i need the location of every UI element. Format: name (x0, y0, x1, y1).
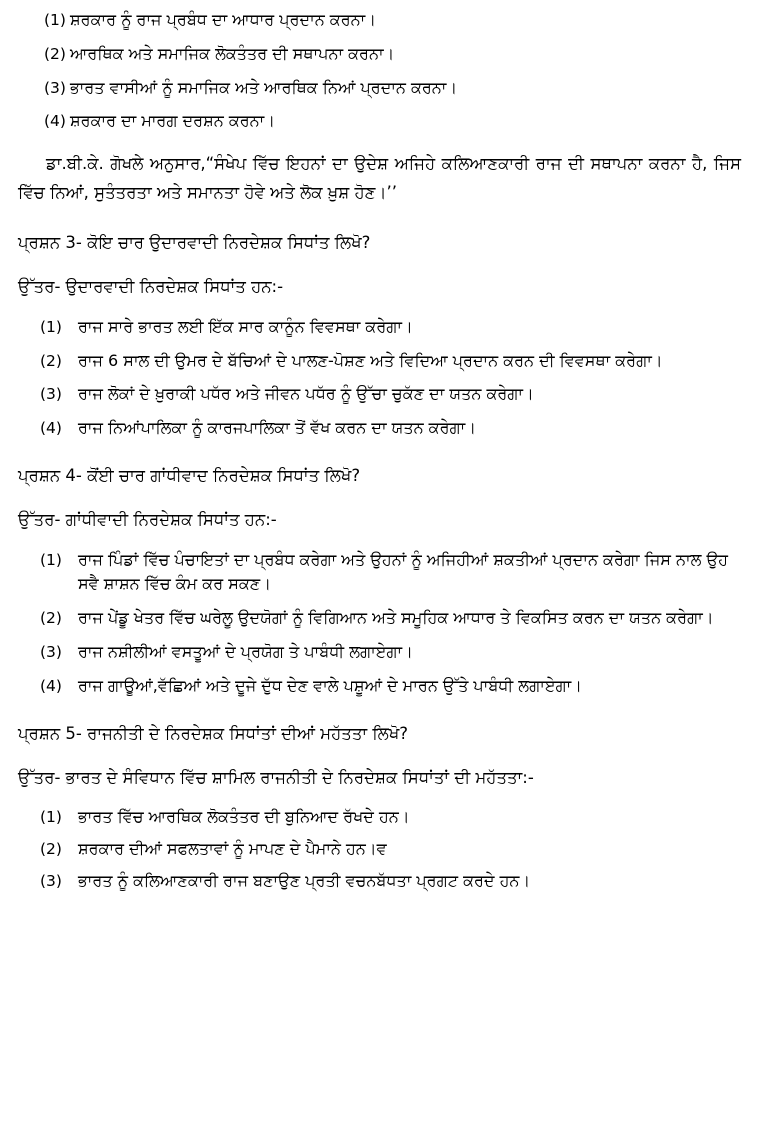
list-item-text: ਭਾਰਤ ਵਿੱਚ ਆਰਥਿਕ ਲੋਕਤੰਤਰ ਦੀ ਬੁਨਿਆਦ ਰੱਖਦੇ ਹਨ। (78, 807, 410, 827)
list-item-number: (1) (40, 808, 62, 827)
answer-5-heading: ਉੱਤਰ- ਭਾਰਤ ਦੇ ਸੰਵਿਧਾਨ ਵਿੱਚ ਸ਼ਾਮਿਲ ਰਾਜਨੀਤੀ ਦੇ ਨਿਰਦੇਸ਼ਕ ਸਿਧਾਂਤਾਂ ਦੀ ਮਹੱਤਤਾ:- (18, 768, 534, 788)
list-item-text: ਰਾਜ 6 ਸਾਲ ਦੀ ਉਮਰ ਦੇ ਬੱਚਿਆਂ ਦੇ ਪਾਲਣ-ਪੋਸ਼ਣ ਅਤੇ ਵਿਦਿਆ ਪ੍ਰਦਾਨ ਕਰਨ ਦੀ ਵਿਵਸਥਾ ਕਰੇਗਾ। (78, 350, 663, 370)
list-item-text: ਆਰਥਿਕ ਅਤੇ ਸਮਾਜਿਕ ਲੋਕਤੰਤਰ ਦੀ ਸਥਾਪਨਾ ਕਰਨਾ। (70, 43, 395, 63)
list-item-number: (2) (44, 44, 66, 63)
list-item-number: (4) (40, 676, 62, 695)
list-item-text: ਭਾਰਤ ਵਾਸੀਆਂ ਨੂੰ ਸਮਾਜਿਕ ਅਤੇ ਆਰਥਿਕ ਨਿਆਂ ਪ੍ਰਦਾਨ ਕਰਨਾ। (70, 77, 458, 97)
list-item (18, 109, 741, 134)
answer-4-list (18, 548, 741, 699)
list-item-text: ਸ਼ਰਕਾਰ ਦੀਆਂ ਸਫਲਤਾਵਾਂ ਨੂੰ ਮਾਪਣ ਦੇ ਪੈਮਾਨੇ ਹਨ।ਵ (78, 839, 387, 859)
list-item-text: ਰਾਜ ਪਿੰਡਾਂ ਵਿੱਚ ਪੰਚਾਇਤਾਂ ਦਾ ਪ੍ਰਬੰਧ ਕਰੇਗਾ ਅਤੇ ਉਹਨਾਂ ਨੂੰ ਅਜਿਹੀਆਂ ਸ਼ਕਤੀਆਂ ਪ੍ਰਦਾਨ ਕਰੇਗਾ ਜਿਸ ਨਾਲ ਉਹ ਸਵੈ ਸ਼ਾਸ਼ਨ ਵਿੱਚ ਕੰਮ ਕਰ ਸਕਣ। (78, 549, 728, 594)
list-item (18, 640, 741, 665)
list-item (18, 76, 741, 101)
question-3: ਪ੍ਰਸ਼ਨ 3- ਕੋਇ ਚਾਰ ਉਦਾਰਵਾਦੀ ਨਿਰਦੇਸ਼ਕ ਸਿਧਾਂਤ ਲਿਖੋ? (18, 232, 371, 252)
list-item (18, 382, 741, 407)
list-item-text: ਰਾਜ ਲੋਕਾਂ ਦੇ ਖ਼ੁਰਾਕੀ ਪਧੱਰ ਅਤੇ ਜੀਵਨ ਪਧੱਰ ਨੂੰ ਉੱਚਾ ਚੁਕੱਣ ਦਾ ਯਤਨ ਕਰੇਗਾ। (78, 384, 534, 404)
list-item-text: ਰਾਜ ਨਿਆਂਪਾਲਿਕਾ ਨੂੰ ਕਾਰਜਪਾਲਿਕਾ ਤੋਂ ਵੱਖ ਕਰਨ ਦਾ ਯਤਨ ਕਰੇਗਾ। (78, 418, 476, 438)
answer-3-list (18, 315, 741, 441)
list-item-text: ਸ਼ਰਕਾਰ ਦਾ ਮਾਰਗ ਦਰਸ਼ਨ ਕਰਨਾ। (70, 111, 276, 131)
list-item-text: ਸ਼ਰਕਾਰ ਨੂੰ ਰਾਜ ਪ੍ਰਬੰਧ ਦਾ ਆਧਾਰ ਪ੍ਰਦਾਨ ਕਰਨਾ। (70, 10, 376, 29)
answer-3-heading: ਉੱਤਰ- ਉਦਾਰਵਾਦੀ ਨਿਰਦੇਸ਼ਕ ਸਿਧਾਂਤ ਹਨ:- (18, 277, 284, 297)
question-5: ਪ੍ਰਸ਼ਨ 5- ਰਾਜਨੀਤੀ ਦੇ ਨਿਰਦੇਸ਼ਕ ਸਿਧਾਂਤਾਂ ਦੀਆਂ ਮਹੱਤਤਾ ਲਿਖੋ? (18, 723, 409, 743)
list-item (18, 674, 741, 699)
list-item-number: (1) (40, 317, 62, 336)
list-item (18, 606, 741, 631)
list-item-number: (4) (40, 419, 62, 438)
list-item-number: (4) (44, 112, 66, 131)
list-item-number: (3) (44, 78, 66, 97)
list-item (18, 349, 741, 374)
list-item (18, 869, 741, 894)
list-item-number: (3) (40, 385, 62, 404)
list-item-text: ਰਾਜ ਪੇਂਡੂ ਖੇਤਰ ਵਿੱਚ ਘਰੇਲੂ ਉਦਯੋਗਾਂ ਨੂੰ ਵਿਗਿਆਨ ਅਤੇ ਸਮੂਹਿਕ ਆਧਾਰ ਤੇ ਵਿਕਸਿਤ ਕਰਨ ਦਾ ਯਤਨ ਕਰੇਗਾ। (78, 608, 714, 628)
list-item-number: (1) (40, 550, 62, 569)
list-item (18, 315, 741, 340)
list-item-text: ਰਾਜ ਨਸ਼ੀਲੀਆਂ ਵਸਤੂਆਂ ਦੇ ਪ੍ਰਯੋਗ ਤੇ ਪਾਬੰਧੀ ਲਗਾਏਗਾ। (78, 642, 413, 662)
list-item-text: ਰਾਜ ਸਾਰੇ ਭਾਰਤ ਲਈ ਇੱਕ ਸਾਰ ਕਾਨੂੰਨ ਵਿਵਸਥਾ ਕਰੇਗਾ। (78, 316, 413, 336)
list-item (18, 8, 741, 33)
list-item-number: (3) (40, 643, 62, 662)
list-item (18, 416, 741, 441)
answer-4-heading: ਉੱਤਰ- ਗਾਂਧੀਵਾਦੀ ਨਿਰਦੇਸ਼ਕ ਸਿਧਾਂਤ ਹਨ:- (18, 510, 277, 530)
list-item-number: (2) (40, 351, 62, 370)
list-item (18, 837, 741, 862)
list-item (18, 548, 741, 598)
list-item-number: (2) (40, 840, 62, 859)
list-item-text: ਰਾਜ ਗਾਊਆਂ,ਵੱਛਿਆਂ ਅਤੇ ਦੂਜੇ ਦੁੱਧ ਦੇਣ ਵਾਲੇ ਪਸ਼ੂਆਂ ਦੇ ਮਾਰਨ ਉੱਤੇ ਪਾਬੰਧੀ ਲਗਾਏਗਾ। (78, 675, 582, 695)
question-4: ਪ੍ਰਸ਼ਨ 4- ਕੋਂਈ ਚਾਰ ਗਾਂਧੀਵਾਦ ਨਿਰਦੇਸ਼ਕ ਸਿਧਾਂਤ ਲਿਖੋ? (18, 465, 361, 485)
list-item-number: (3) (40, 872, 62, 891)
list-item-text: ਭਾਰਤ ਨੂੰ ਕਲਿਆਣਕਾਰੀ ਰਾਜ ਬਣਾਉਣ ਪ੍ਰਤੀ ਵਚਨਬੱਧਤਾ ਪ੍ਰਗਟ ਕਰਦੇ ਹਨ। (78, 871, 531, 891)
top-list (18, 8, 741, 134)
list-item-number: (1) (44, 11, 66, 29)
answer-5-list (18, 805, 741, 893)
quote-paragraph: ਡਾ.ਬੀ.ਕੇ. ਗੋਖਲੇ ਅਨੁਸਾਰ,“ਸੰਖੇਪ ਵਿੱਚ ਇਹਨਾਂ ਦਾ ਉਦੇਸ਼ ਅਜਿਹੇ ਕਲਿਆਣਕਾਰੀ ਰਾਜ ਦੀ ਸਥਾਪਨਾ ਕਰਨਾ ਹੈ, ਜਿਸ ਵਿੱਚ ਨਿਆਂ, ਸੁਤੰਤਰਤਾ ਅਤੇ ਸਮਾਨਤਾ ਹੋਵੇ ਅਤੇ ਲੋਕ ਖ਼ੁਸ਼ ਹੋਣ।’’ (18, 154, 741, 203)
list-item (18, 42, 741, 67)
list-item-number: (2) (40, 609, 62, 628)
list-item (18, 805, 741, 830)
